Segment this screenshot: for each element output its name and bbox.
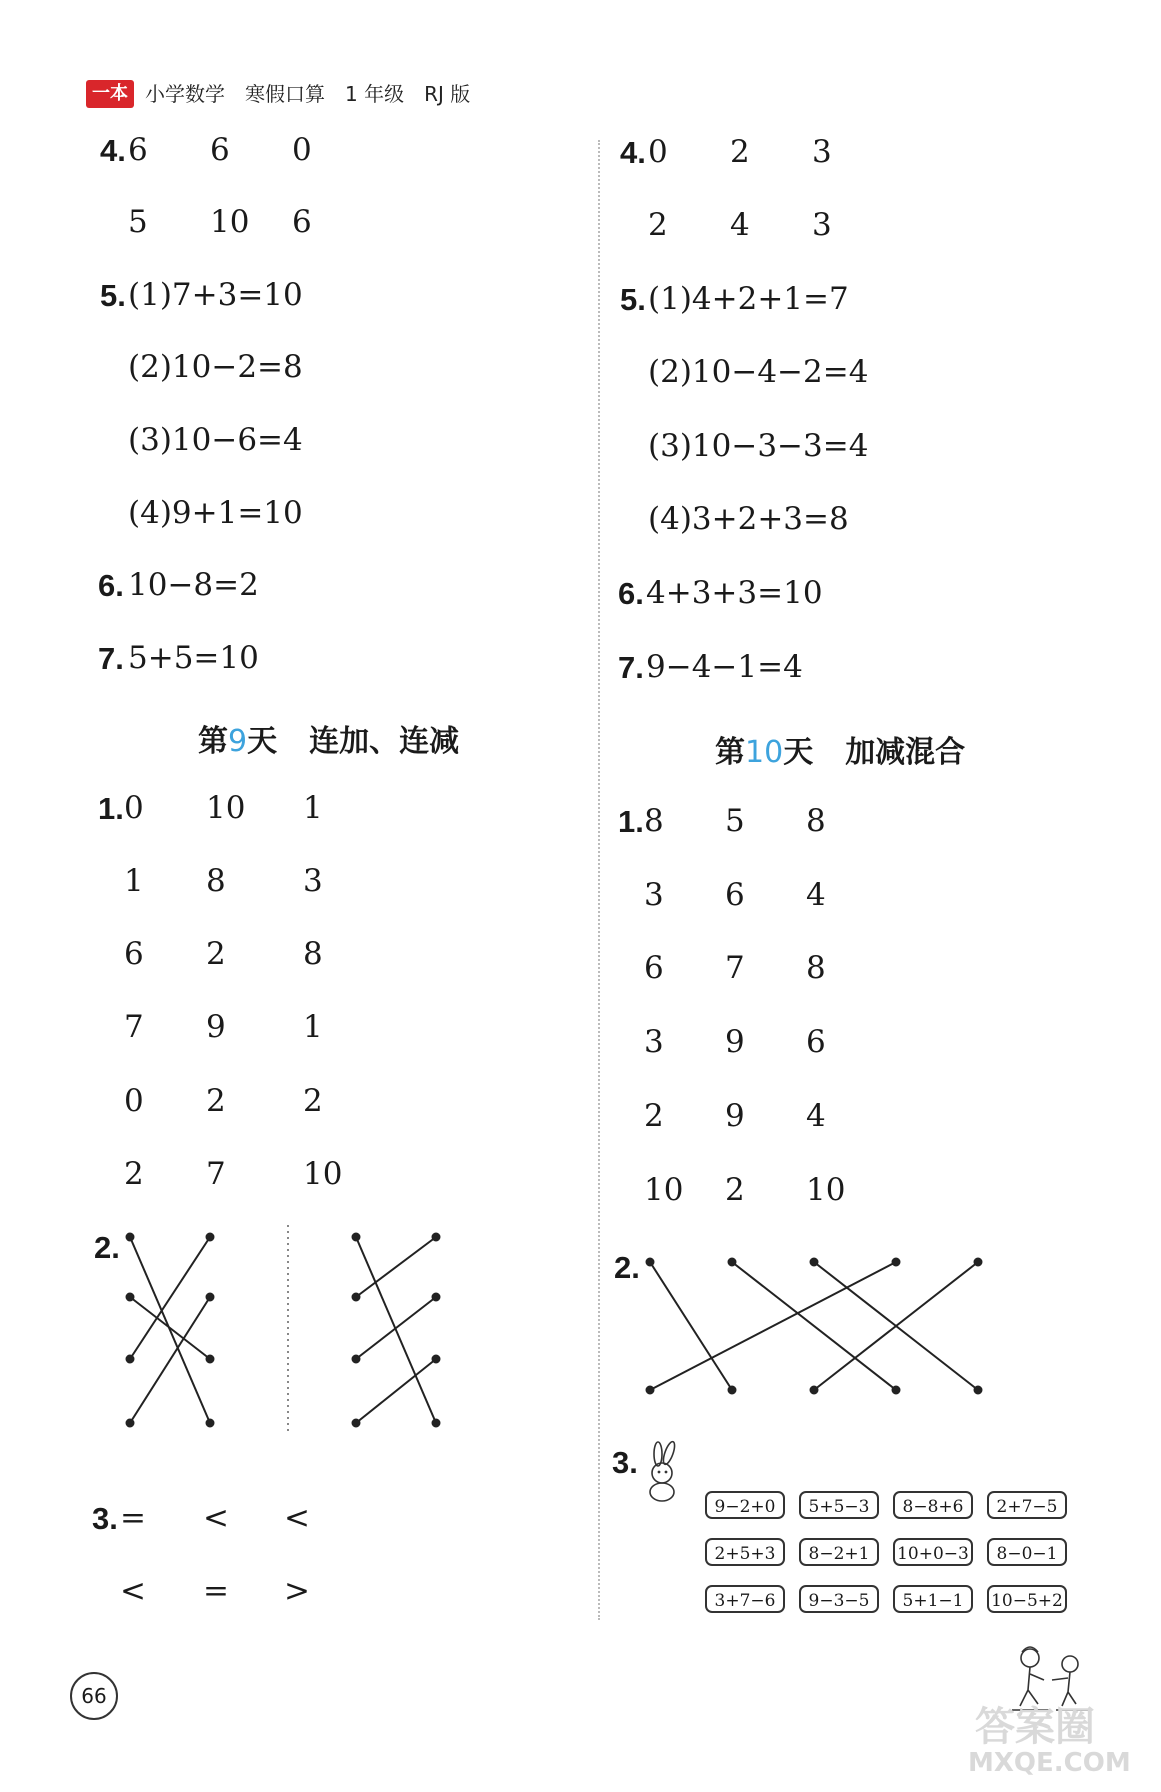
expression-box: 8−0−1 <box>987 1538 1067 1566</box>
expression-box: 9−3−5 <box>799 1585 879 1613</box>
left-q4-r0c0: 6 <box>128 132 148 168</box>
day9-q1-r3c2: 1 <box>303 1009 323 1045</box>
day9-q3-r0c2: < <box>284 1500 310 1536</box>
column-divider <box>598 140 600 1620</box>
day9-q3-r1c1: = <box>203 1573 229 1609</box>
day10-q1-r3c1: 9 <box>725 1024 745 1060</box>
right-q5-item-1: (1)4+2+1=7 <box>648 281 849 317</box>
watermark-url: MXQE.COM <box>968 1748 1131 1778</box>
right-q7-text: 9−4−1=4 <box>646 649 803 685</box>
day9-q1-r2c0: 6 <box>124 936 144 972</box>
day9-q3-r1c0: < <box>120 1573 146 1609</box>
day10-q1-r4c2: 4 <box>806 1098 826 1134</box>
day9-q1-r3c0: 7 <box>124 1009 144 1045</box>
left-q4-r0c1: 6 <box>210 132 230 168</box>
day10-q1-r3c0: 3 <box>644 1024 664 1060</box>
day10-prefix: 第 <box>715 735 745 770</box>
day9-q1-r2c2: 8 <box>303 936 323 972</box>
day10-q3-expression-grid <box>705 1491 1067 1613</box>
day9-q1-r4c2: 2 <box>303 1083 323 1119</box>
left-q6-text: 10−8=2 <box>128 567 259 603</box>
left-q5-label: 5. <box>100 278 126 313</box>
left-q5-item-3: (3)10−6=4 <box>128 422 303 458</box>
day9-q1-r3c1: 9 <box>206 1009 226 1045</box>
left-q7-text: 5+5=10 <box>128 640 259 676</box>
header-title: 小学数学 寒假口算 1 年级 RJ 版 <box>145 82 471 106</box>
left-q4-r0c2: 0 <box>292 132 312 168</box>
day9-q1-r4c1: 2 <box>206 1083 226 1119</box>
right-q4-r1c2: 3 <box>812 207 832 243</box>
left-q7-label: 7. <box>98 641 124 676</box>
day10-q1-r0c1: 5 <box>725 803 745 839</box>
expression-box: 5+5−3 <box>799 1491 879 1519</box>
day9-q3-r0c0: = <box>120 1500 146 1536</box>
left-q5-item-1: (1)7+3=10 <box>128 277 303 313</box>
day10-q1-r5c2: 10 <box>806 1172 846 1208</box>
day9-q1-r2c1: 2 <box>206 936 226 972</box>
day10-q1-r0c2: 8 <box>806 803 826 839</box>
right-q5-item-3: (3)10−3−3=4 <box>648 428 869 464</box>
day10-q1-r5c1: 2 <box>725 1172 745 1208</box>
day9-q2-label: 2. <box>94 1230 120 1265</box>
expression-box: 3+7−6 <box>705 1585 785 1613</box>
day9-q1-r5c2: 10 <box>303 1156 343 1192</box>
right-q4-r1c1: 4 <box>730 207 750 243</box>
day9-q1-label: 1. <box>98 791 124 826</box>
day10-q1-r5c0: 10 <box>644 1172 684 1208</box>
left-q6-label: 6. <box>98 568 124 603</box>
right-q4-r0c0: 0 <box>648 134 668 170</box>
day10-q1-r2c2: 8 <box>806 950 826 986</box>
right-q4-label: 4. <box>620 135 646 170</box>
day10-q1-r0c0: 8 <box>644 803 664 839</box>
page-number: 66 <box>70 1672 118 1720</box>
day9-q1-r0c2: 1 <box>303 790 323 826</box>
brand-logo: 一本 <box>86 80 134 108</box>
day9-title <box>198 716 459 760</box>
left-q4-r1c0: 5 <box>128 204 148 240</box>
day9-q1-r5c1: 7 <box>206 1156 226 1192</box>
day10-q2-label: 2. <box>614 1250 640 1285</box>
day9-q1-r0c0: 0 <box>124 790 144 826</box>
day10-q1-r1c0: 3 <box>644 877 664 913</box>
day10-q3-label: 3. <box>612 1445 638 1480</box>
day10-q1-r3c2: 6 <box>806 1024 826 1060</box>
rabbit-illustration <box>638 1440 686 1502</box>
right-q5-item-2: (2)10−4−2=4 <box>648 354 869 390</box>
day9-q1-r4c0: 0 <box>124 1083 144 1119</box>
expression-box: 9−2+0 <box>705 1491 785 1519</box>
expression-box: 8−2+1 <box>799 1538 879 1566</box>
right-q5-item-4: (4)3+2+3=8 <box>648 501 849 537</box>
day9-q3-label: 3. <box>92 1501 118 1536</box>
day10-q1-r1c2: 4 <box>806 877 826 913</box>
expression-box: 2+5+3 <box>705 1538 785 1566</box>
left-q5-item-2: (2)10−2=8 <box>128 349 303 385</box>
day9-q3-r0c1: < <box>203 1500 229 1536</box>
day10-number: 10 <box>745 735 784 770</box>
right-q4-r0c1: 2 <box>730 134 750 170</box>
day9-topic: 连加、连减 <box>309 724 460 759</box>
right-q4-r1c0: 2 <box>648 207 668 243</box>
left-q4-label: 4. <box>100 133 126 168</box>
day9-q2-matching-lines <box>100 1225 480 1465</box>
day10-q1-r1c1: 6 <box>725 877 745 913</box>
day9-q1-r1c0: 1 <box>124 863 144 899</box>
day10-q2-matching-lines <box>640 1250 1000 1410</box>
day10-q1-r4c1: 9 <box>725 1098 745 1134</box>
day10-title <box>715 727 965 771</box>
day9-q1-r0c1: 10 <box>206 790 246 826</box>
day9-q3-r1c2: > <box>284 1573 310 1609</box>
day10-topic: 加减混合 <box>845 735 966 770</box>
day9-prefix: 第 <box>198 724 228 759</box>
left-q5-item-4: (4)9+1=10 <box>128 495 303 531</box>
expression-box: 5+1−1 <box>893 1585 973 1613</box>
right-q6-text: 4+3+3=10 <box>646 575 823 611</box>
right-q7-label: 7. <box>618 650 644 685</box>
day10-suffix: 天 <box>783 735 814 770</box>
day9-suffix: 天 <box>247 724 278 759</box>
right-q5-label: 5. <box>620 282 646 317</box>
expression-box: 10−5+2 <box>987 1585 1067 1613</box>
left-q4-r1c2: 6 <box>292 204 312 240</box>
day10-q1-label: 1. <box>618 804 644 839</box>
expression-box: 10+0−3 <box>893 1538 973 1566</box>
day9-q1-r1c1: 8 <box>206 863 226 899</box>
day10-q1-r2c1: 7 <box>725 950 745 986</box>
expression-box: 2+7−5 <box>987 1491 1067 1519</box>
day10-q1-r4c0: 2 <box>644 1098 664 1134</box>
right-q6-label: 6. <box>618 576 644 611</box>
day9-number: 9 <box>228 724 248 759</box>
day9-q1-r5c0: 2 <box>124 1156 144 1192</box>
left-q4-r1c1: 10 <box>210 204 250 240</box>
day9-q1-r1c2: 3 <box>303 863 323 899</box>
right-q4-r0c2: 3 <box>812 134 832 170</box>
expression-box: 8−8+6 <box>893 1491 973 1519</box>
watermark-logo: 答案圈 <box>975 1704 1095 1750</box>
day10-q1-r2c0: 6 <box>644 950 664 986</box>
